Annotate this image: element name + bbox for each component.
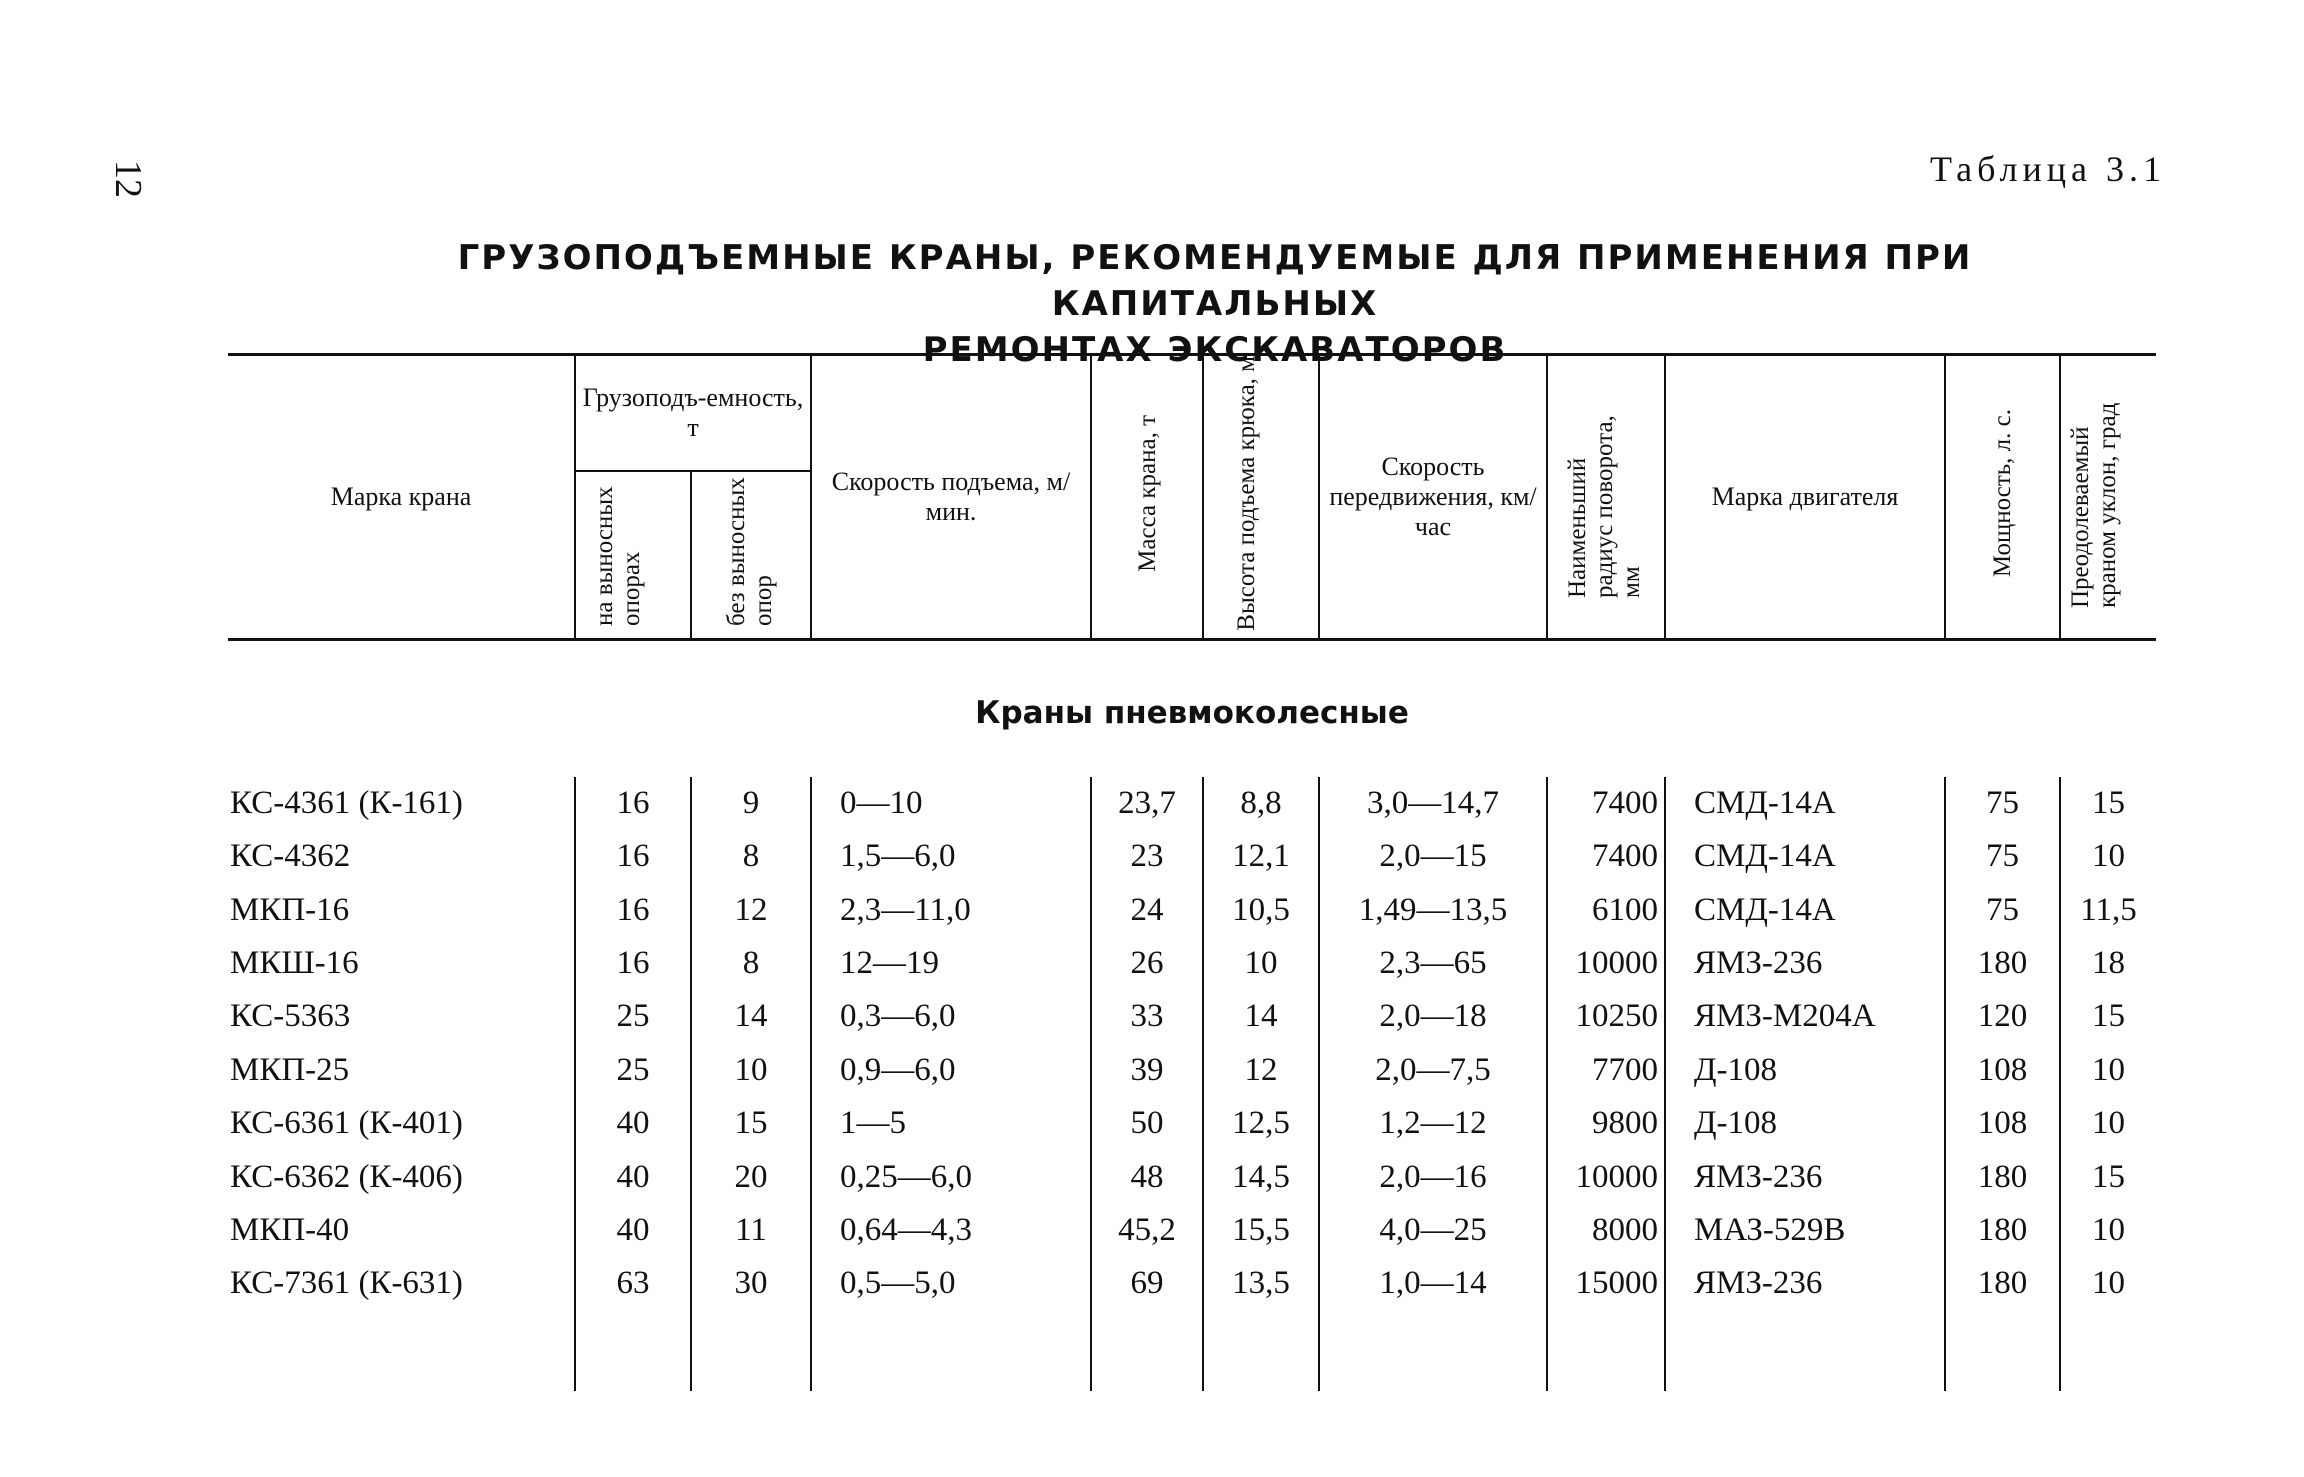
cell-travel-speed: 1,2—12 (1319, 1097, 1547, 1150)
cell-travel-speed: 2,0—18 (1319, 990, 1547, 1043)
empty-cell (1945, 1311, 2060, 1391)
empty-cell (228, 1311, 575, 1391)
cell-mass: 33 (1091, 990, 1203, 1043)
header-slope-text: Преодолеваемый краном уклон, град (2066, 403, 2121, 609)
table-header (228, 355, 2156, 640)
empty-cell (1547, 1311, 1665, 1391)
cell-hook-height: 13,5 (1203, 1257, 1319, 1310)
cell-hook-height: 12,1 (1203, 830, 1319, 883)
empty-cell (1203, 1311, 1319, 1391)
cell-radius: 9800 (1547, 1097, 1665, 1150)
cell-mass: 50 (1091, 1097, 1203, 1150)
cell-hook-height: 14 (1203, 990, 1319, 1043)
cell-slope: 10 (2060, 1204, 2156, 1257)
cell-capacity-with: 25 (575, 1044, 691, 1097)
header-travel-speed: Скорость передвижения, км/час (1319, 355, 1547, 640)
cell-brand: МКШ-16 (228, 937, 575, 990)
table-row (228, 777, 2156, 830)
table-row (228, 1044, 2156, 1097)
cell-mass: 24 (1091, 884, 1203, 937)
cell-capacity-without: 10 (691, 1044, 811, 1097)
cranes-table (228, 353, 2156, 1391)
header-hook-height-text: Высота подъема крюка, м (1233, 356, 1260, 631)
cell-mass: 23 (1091, 830, 1203, 883)
cell-lift-speed: 0,3—6,0 (811, 990, 1091, 1043)
empty-cell (575, 1311, 691, 1391)
cell-capacity-without: 30 (691, 1257, 811, 1310)
page-number: 12 (107, 160, 149, 198)
header-capacity-without-text: без выносных опор (723, 477, 777, 627)
cell-travel-speed: 4,0—25 (1319, 1204, 1547, 1257)
header-radius-text: Наименьший радиус поворота, мм (1564, 415, 1645, 599)
cell-hook-height: 15,5 (1203, 1204, 1319, 1257)
empty-cell (2060, 1311, 2156, 1391)
cell-travel-speed: 2,0—7,5 (1319, 1044, 1547, 1097)
cell-mass: 39 (1091, 1044, 1203, 1097)
cell-travel-speed: 1,49—13,5 (1319, 884, 1547, 937)
cell-mass: 45,2 (1091, 1204, 1203, 1257)
cell-brand: КС-6362 (К-406) (228, 1150, 575, 1203)
header-lift-speed: Скорость подъема, м/мин. (811, 355, 1091, 640)
cell-power: 75 (1945, 884, 2060, 937)
cell-slope: 11,5 (2060, 884, 2156, 937)
cell-engine: СМД-14А (1665, 830, 1945, 883)
table-row (228, 1204, 2156, 1257)
table-row (228, 1257, 2156, 1310)
cell-radius: 6100 (1547, 884, 1665, 937)
header-capacity-without (691, 471, 811, 640)
section-title: Краны пневмоколесные (975, 695, 1409, 732)
cell-power: 180 (1945, 1257, 2060, 1310)
cell-travel-speed: 2,0—16 (1319, 1150, 1547, 1203)
table-row (228, 1097, 2156, 1150)
cell-engine: ЯМЗ-236 (1665, 1257, 1945, 1310)
cell-capacity-with: 40 (575, 1097, 691, 1150)
cell-radius: 7400 (1547, 777, 1665, 830)
cell-mass: 69 (1091, 1257, 1203, 1310)
cell-power: 108 (1945, 1044, 2060, 1097)
cell-travel-speed: 1,0—14 (1319, 1257, 1547, 1310)
table-label: Таблица 3.1 (1930, 149, 2166, 189)
cell-engine: ЯМЗ-М204А (1665, 990, 1945, 1043)
cell-hook-height: 14,5 (1203, 1150, 1319, 1203)
cell-lift-speed: 1,5—6,0 (811, 830, 1091, 883)
cell-engine: СМД-14А (1665, 777, 1945, 830)
cell-slope: 18 (2060, 937, 2156, 990)
table-row (228, 830, 2156, 883)
cell-lift-speed: 1—5 (811, 1097, 1091, 1150)
cell-slope: 10 (2060, 1097, 2156, 1150)
cell-engine: ЯМЗ-236 (1665, 1150, 1945, 1203)
cell-mass: 48 (1091, 1150, 1203, 1203)
table-row (228, 884, 2156, 937)
cell-capacity-with: 63 (575, 1257, 691, 1310)
cell-radius: 7700 (1547, 1044, 1665, 1097)
cell-radius: 7400 (1547, 830, 1665, 883)
header-power (1945, 355, 2060, 640)
cell-radius: 10250 (1547, 990, 1665, 1043)
title-line-1: ГРУЗОПОДЪЕМНЫЕ КРАНЫ, РЕКОМЕНДУЕМЫЕ ДЛЯ ПРИМЕНЕНИЯ ПРИ КАПИТАЛЬНЫХ (457, 238, 1973, 324)
title-line-2: РЕМОНТАХ ЭКСКАВАТОРОВ (922, 330, 1508, 370)
cell-capacity-without: 20 (691, 1150, 811, 1203)
cell-brand: МКП-40 (228, 1204, 575, 1257)
cell-capacity-with: 16 (575, 937, 691, 990)
cell-engine: ЯМЗ-236 (1665, 937, 1945, 990)
cell-mass: 23,7 (1091, 777, 1203, 830)
cell-lift-speed: 2,3—11,0 (811, 884, 1091, 937)
cell-capacity-without: 9 (691, 777, 811, 830)
cell-hook-height: 10,5 (1203, 884, 1319, 937)
cell-hook-height: 12 (1203, 1044, 1319, 1097)
table-body (228, 777, 2156, 1391)
header-power-text: Мощность, л. с. (1989, 409, 2016, 578)
cell-lift-speed: 0,9—6,0 (811, 1044, 1091, 1097)
cell-mass: 26 (1091, 937, 1203, 990)
header-brand: Марка крана (228, 355, 575, 640)
table-spacer-row (228, 1311, 2156, 1391)
cell-capacity-with: 16 (575, 830, 691, 883)
cell-power: 75 (1945, 830, 2060, 883)
cell-lift-speed: 12—19 (811, 937, 1091, 990)
header-capacity-with-text: на выносных опорах (591, 486, 645, 627)
cell-capacity-with: 40 (575, 1150, 691, 1203)
cell-power: 120 (1945, 990, 2060, 1043)
cell-brand: КС-4361 (К-161) (228, 777, 575, 830)
cell-slope: 10 (2060, 1044, 2156, 1097)
cell-capacity-without: 14 (691, 990, 811, 1043)
cell-radius: 15000 (1547, 1257, 1665, 1310)
cell-power: 180 (1945, 1150, 2060, 1203)
cell-lift-speed: 0,64—4,3 (811, 1204, 1091, 1257)
cell-travel-speed: 2,3—65 (1319, 937, 1547, 990)
table-row (228, 937, 2156, 990)
cell-slope: 10 (2060, 830, 2156, 883)
cell-radius: 10000 (1547, 1150, 1665, 1203)
cell-slope: 10 (2060, 1257, 2156, 1310)
cell-radius: 8000 (1547, 1204, 1665, 1257)
cell-slope: 15 (2060, 777, 2156, 830)
header-capacity-group: Грузоподъ-емность, т (575, 355, 811, 471)
cell-engine: МАЗ-529В (1665, 1204, 1945, 1257)
cell-hook-height: 10 (1203, 937, 1319, 990)
cell-capacity-without: 8 (691, 937, 811, 990)
header-radius (1547, 355, 1665, 640)
cell-capacity-without: 15 (691, 1097, 811, 1150)
table-row (228, 1150, 2156, 1203)
cell-capacity-without: 11 (691, 1204, 811, 1257)
empty-cell (1319, 1311, 1547, 1391)
cell-hook-height: 12,5 (1203, 1097, 1319, 1150)
empty-cell (691, 1311, 811, 1391)
cell-capacity-with: 16 (575, 884, 691, 937)
cell-brand: КС-5363 (228, 990, 575, 1043)
table-row (228, 990, 2156, 1043)
header-slope (2060, 355, 2156, 640)
cell-brand: КС-4362 (228, 830, 575, 883)
cell-engine: Д-108 (1665, 1044, 1945, 1097)
empty-cell (1091, 1311, 1203, 1391)
cell-travel-speed: 3,0—14,7 (1319, 777, 1547, 830)
cell-capacity-with: 40 (575, 1204, 691, 1257)
cell-power: 108 (1945, 1097, 2060, 1150)
header-mass-text: Масса крана, т (1133, 414, 1161, 572)
cell-slope: 15 (2060, 1150, 2156, 1203)
cell-capacity-without: 12 (691, 884, 811, 937)
cell-engine: СМД-14А (1665, 884, 1945, 937)
cell-brand: КС-7361 (К-631) (228, 1257, 575, 1310)
cell-power: 75 (1945, 777, 2060, 830)
empty-cell (1665, 1311, 1945, 1391)
cell-power: 180 (1945, 1204, 2060, 1257)
cell-slope: 15 (2060, 990, 2156, 1043)
header-mass (1091, 355, 1203, 640)
cell-lift-speed: 0—10 (811, 777, 1091, 830)
cell-capacity-with: 16 (575, 777, 691, 830)
cell-power: 180 (1945, 937, 2060, 990)
cell-brand: КС-6361 (К-401) (228, 1097, 575, 1150)
cell-capacity-without: 8 (691, 830, 811, 883)
header-capacity-with (575, 471, 691, 640)
cell-brand: МКП-25 (228, 1044, 575, 1097)
cell-engine: Д-108 (1665, 1097, 1945, 1150)
header-hook-height (1203, 355, 1319, 640)
cell-hook-height: 8,8 (1203, 777, 1319, 830)
header-engine: Марка двигателя (1665, 355, 1945, 640)
empty-cell (811, 1311, 1091, 1391)
cell-radius: 10000 (1547, 937, 1665, 990)
cell-travel-speed: 2,0—15 (1319, 830, 1547, 883)
cell-lift-speed: 0,25—6,0 (811, 1150, 1091, 1203)
cell-capacity-with: 25 (575, 990, 691, 1043)
cell-lift-speed: 0,5—5,0 (811, 1257, 1091, 1310)
cell-brand: МКП-16 (228, 884, 575, 937)
